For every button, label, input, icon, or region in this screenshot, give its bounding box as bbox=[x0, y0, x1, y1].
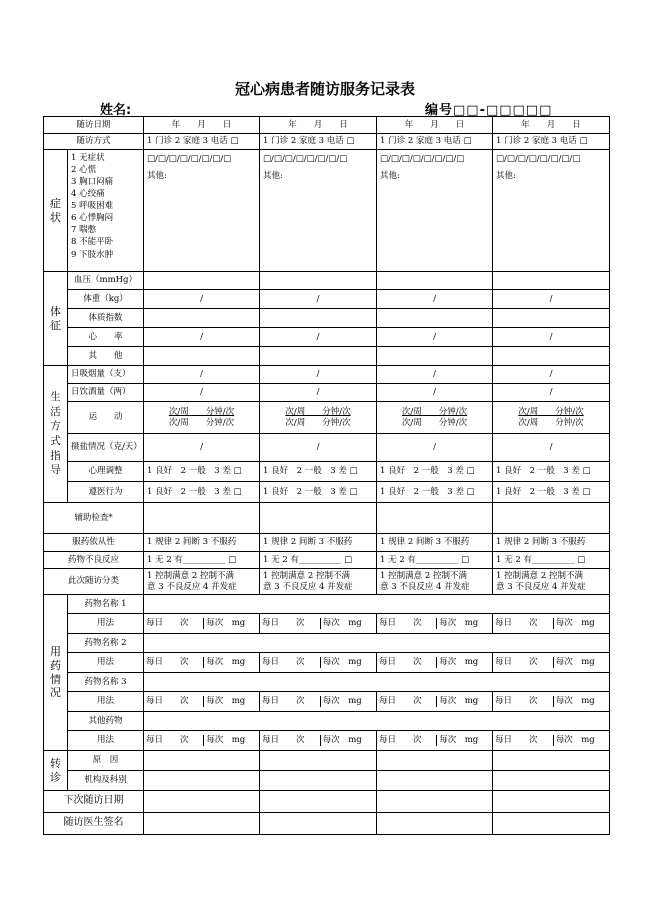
doctor-sign-cell[interactable] bbox=[493, 813, 610, 835]
referral-group-label: 转 诊 bbox=[44, 751, 68, 791]
symptoms-group-label: 症 状 bbox=[44, 150, 68, 272]
referral-dept-cell[interactable] bbox=[144, 771, 260, 791]
classification-cell[interactable] bbox=[260, 569, 377, 595]
referral-dept-cell[interactable] bbox=[493, 771, 610, 791]
row-drinking bbox=[44, 384, 610, 402]
drinking-cell[interactable]: / bbox=[144, 384, 260, 402]
drug3-label: 药物名称 3 bbox=[68, 673, 144, 692]
heart-rate-cell[interactable]: / bbox=[493, 328, 610, 347]
symptom-item: 8 不能平卧 bbox=[71, 237, 114, 248]
drug1-label: 药物名称 1 bbox=[68, 595, 144, 614]
symptom-checkboxes[interactable]: □/□/□/□/□/□/□/□ bbox=[380, 154, 465, 164]
symptom-item: 5 呼吸困难 bbox=[71, 201, 114, 212]
symptom-item: 1 无症状 bbox=[71, 153, 105, 163]
row-next-visit bbox=[44, 791, 610, 813]
vitals-other-label: 其 他 bbox=[68, 347, 144, 366]
exercise-label: 运 动 bbox=[68, 402, 144, 434]
aux-exam-cell[interactable] bbox=[260, 503, 377, 534]
comply-cell[interactable]: 1 良好 2 一般 3 差 □ bbox=[493, 482, 610, 503]
adherence-cell[interactable]: 1 规律 2 间断 3 不服药 bbox=[260, 534, 377, 552]
classification-cell[interactable] bbox=[377, 569, 493, 595]
row-drug1 bbox=[44, 595, 610, 614]
row-doctor-sign bbox=[44, 813, 610, 835]
adverse-cell[interactable]: 1 无 2 有__________ □ bbox=[144, 552, 260, 569]
per-day[interactable]: 每日 次 bbox=[495, 657, 538, 668]
row-usage3 bbox=[44, 692, 610, 712]
salt-cell[interactable]: / bbox=[260, 434, 377, 462]
symptom-other: 其他: bbox=[496, 170, 516, 181]
per-time[interactable]: 每次 mg bbox=[204, 696, 259, 707]
row-aux-exam bbox=[44, 503, 610, 534]
symptom-checkboxes[interactable]: □/□/□/□/□/□/□/□ bbox=[263, 154, 348, 164]
row-bp bbox=[44, 272, 610, 290]
row-drug2 bbox=[44, 634, 610, 653]
per-day[interactable]: 每日 次 bbox=[146, 696, 189, 707]
bmi-cell[interactable] bbox=[144, 309, 260, 328]
exercise-line: 次/周 分钟/次 bbox=[401, 406, 468, 417]
adherence-cell[interactable]: 1 规律 2 间断 3 不服药 bbox=[144, 534, 260, 552]
per-day[interactable]: 每日 次 bbox=[262, 657, 305, 668]
visit-date-cell[interactable]: 年 月 日 bbox=[144, 117, 260, 134]
exercise-line: 次/周 分钟/次 bbox=[168, 417, 235, 428]
row-adherence bbox=[44, 534, 610, 552]
per-day[interactable]: 每日 次 bbox=[379, 657, 422, 668]
row-visit-date bbox=[44, 117, 610, 134]
exercise-cell[interactable] bbox=[144, 402, 260, 434]
visit-date-cell[interactable]: 年 月 日 bbox=[493, 117, 610, 134]
referral-reason-cell[interactable] bbox=[260, 751, 377, 771]
classification-line: 1 控制满意 2 控制不满 bbox=[263, 570, 350, 581]
per-time[interactable]: 每次 mg bbox=[553, 657, 609, 668]
salt-label: 摄盐情况（克/天） bbox=[68, 434, 144, 462]
symptom-item: 2 心慌 bbox=[71, 165, 97, 176]
adverse-label: 药物不良反应 bbox=[44, 552, 144, 569]
adherence-cell[interactable]: 1 规律 2 间断 3 不服药 bbox=[493, 534, 610, 552]
exercise-cell[interactable] bbox=[377, 402, 493, 434]
heart-rate-cell[interactable]: / bbox=[377, 328, 493, 347]
per-day[interactable]: 每日 次 bbox=[262, 696, 305, 707]
bmi-label: 体质指数 bbox=[68, 309, 144, 328]
row-classification bbox=[44, 569, 610, 595]
psych-cell[interactable]: 1 良好 2 一般 3 差 □ bbox=[493, 462, 610, 482]
per-time[interactable]: 每次 mg bbox=[553, 618, 609, 629]
symptom-cell[interactable] bbox=[377, 150, 493, 272]
row-weight bbox=[44, 290, 610, 309]
visit-method-cell[interactable]: 1 门诊 2 家庭 3 电话 □ bbox=[493, 134, 610, 150]
doctor-sign-cell[interactable] bbox=[144, 813, 260, 835]
classification-line: 意 3 不良反应 4 并发症 bbox=[147, 581, 237, 592]
bp-cell[interactable] bbox=[377, 272, 493, 290]
symptom-cell[interactable] bbox=[260, 150, 377, 272]
bmi-cell[interactable] bbox=[493, 309, 610, 328]
symptom-list bbox=[68, 150, 144, 272]
row-comply bbox=[44, 482, 610, 503]
drinking-cell[interactable]: / bbox=[260, 384, 377, 402]
adherence-cell[interactable]: 1 规律 2 间断 3 不服药 bbox=[377, 534, 493, 552]
symptom-other: 其他: bbox=[263, 170, 283, 181]
classification-line: 意 3 不良反应 4 并发症 bbox=[380, 581, 470, 592]
drinking-label: 日饮酒量（两） bbox=[68, 384, 144, 402]
weight-label: 体重（kg） bbox=[68, 290, 144, 309]
referral-reason-cell[interactable] bbox=[377, 751, 493, 771]
usage-label: 用法 bbox=[68, 614, 144, 634]
smoking-cell[interactable]: / bbox=[144, 366, 260, 384]
drug1-cell[interactable] bbox=[144, 595, 610, 614]
adverse-cell[interactable]: 1 无 2 有__________ □ bbox=[377, 552, 493, 569]
row-visit-method bbox=[44, 134, 610, 150]
exercise-cell[interactable] bbox=[260, 402, 377, 434]
referral-reason-cell[interactable] bbox=[144, 751, 260, 771]
row-referral-dept bbox=[44, 771, 610, 791]
symptom-checkboxes[interactable]: □/□/□/□/□/□/□/□ bbox=[147, 154, 232, 164]
weight-cell[interactable]: / bbox=[493, 290, 610, 309]
row-adverse bbox=[44, 552, 610, 569]
per-day[interactable]: 每日 次 bbox=[379, 696, 422, 707]
bp-cell[interactable] bbox=[144, 272, 260, 290]
aux-exam-cell[interactable] bbox=[493, 503, 610, 534]
bp-label: 血压（mmHg） bbox=[68, 272, 144, 290]
row-exercise bbox=[44, 402, 610, 434]
comply-label: 遵医行为 bbox=[68, 482, 144, 503]
symptom-other: 其他: bbox=[147, 170, 167, 181]
classification-cell[interactable] bbox=[144, 569, 260, 595]
exercise-cell[interactable] bbox=[493, 402, 610, 434]
bp-cell[interactable] bbox=[493, 272, 610, 290]
visit-method-cell[interactable]: 1 门诊 2 家庭 3 电话 □ bbox=[260, 134, 377, 150]
per-time[interactable]: 每次 mg bbox=[553, 696, 609, 707]
per-day[interactable]: 每日 次 bbox=[495, 696, 538, 707]
per-time[interactable]: 每次 mg bbox=[320, 696, 376, 707]
exercise-line: 次/周 分钟/次 bbox=[168, 406, 235, 417]
row-psych bbox=[44, 462, 610, 482]
per-time[interactable]: 每次 mg bbox=[320, 735, 376, 746]
followup-table bbox=[43, 116, 610, 835]
next-visit-label: 下次随访日期 bbox=[44, 791, 144, 813]
medication-group-label: 用 药 情 况 bbox=[44, 595, 68, 751]
psych-cell[interactable]: 1 良好 2 一般 3 差 □ bbox=[144, 462, 260, 482]
drug3-cell[interactable] bbox=[144, 673, 610, 692]
weight-cell[interactable]: / bbox=[260, 290, 377, 309]
row-drug-other bbox=[44, 712, 610, 731]
visit-method-cell[interactable]: 1 门诊 2 家庭 3 电话 □ bbox=[377, 134, 493, 150]
name-label: 姓名: bbox=[100, 103, 132, 118]
referral-reason-label: 原 因 bbox=[68, 751, 144, 771]
referral-reason-cell[interactable] bbox=[493, 751, 610, 771]
per-day[interactable]: 每日 次 bbox=[146, 735, 189, 746]
adverse-cell[interactable]: 1 无 2 有__________ □ bbox=[493, 552, 610, 569]
per-time[interactable]: 每次 mg bbox=[553, 735, 609, 746]
salt-cell[interactable]: / bbox=[144, 434, 260, 462]
per-day[interactable]: 每日 次 bbox=[495, 735, 538, 746]
psych-label: 心理调整 bbox=[68, 462, 144, 482]
visit-method-label: 随访方式 bbox=[44, 134, 144, 150]
per-day[interactable]: 每日 次 bbox=[379, 618, 422, 629]
row-drug3 bbox=[44, 673, 610, 692]
doctor-sign-cell[interactable] bbox=[260, 813, 377, 835]
doctor-sign-cell[interactable] bbox=[377, 813, 493, 835]
per-day[interactable]: 每日 次 bbox=[146, 618, 189, 629]
smoking-cell[interactable]: / bbox=[493, 366, 610, 384]
exercise-line: 次/周 分钟/次 bbox=[401, 417, 468, 428]
symptom-item: 3 胸口闷痛 bbox=[71, 177, 114, 188]
classification-cell[interactable] bbox=[493, 569, 610, 595]
vitals-other-cell[interactable] bbox=[144, 347, 260, 366]
adverse-cell[interactable]: 1 无 2 有__________ □ bbox=[260, 552, 377, 569]
next-visit-cell[interactable] bbox=[260, 791, 377, 813]
weight-cell[interactable]: / bbox=[377, 290, 493, 309]
exercise-line: 次/周 分钟/次 bbox=[518, 406, 584, 417]
classification-line: 意 3 不良反应 4 并发症 bbox=[263, 581, 353, 592]
comply-cell[interactable]: 1 良好 2 一般 3 差 □ bbox=[377, 482, 493, 503]
drug-other-label: 其他药物 bbox=[68, 712, 144, 731]
per-day[interactable]: 每日 次 bbox=[379, 735, 422, 746]
usage-label: 用法 bbox=[68, 653, 144, 673]
aux-exam-cell[interactable] bbox=[377, 503, 493, 534]
classification-line: 意 3 不良反应 4 并发症 bbox=[496, 581, 586, 592]
referral-dept-label: 机构及科别 bbox=[68, 771, 144, 791]
exercise-line: 次/周 分钟/次 bbox=[285, 417, 351, 428]
usage-label: 用法 bbox=[68, 692, 144, 712]
smoking-label: 日吸烟量（支） bbox=[68, 366, 144, 384]
classification-line: 1 控制满意 2 控制不满 bbox=[147, 570, 234, 581]
row-usage4 bbox=[44, 731, 610, 751]
classification-line: 1 控制满意 2 控制不满 bbox=[380, 570, 467, 581]
psych-cell[interactable]: 1 良好 2 一般 3 差 □ bbox=[377, 462, 493, 482]
referral-dept-cell[interactable] bbox=[377, 771, 493, 791]
visit-method-cell[interactable]: 1 门诊 2 家庭 3 电话 □ bbox=[144, 134, 260, 150]
comply-cell[interactable]: 1 良好 2 一般 3 差 □ bbox=[144, 482, 260, 503]
adherence-label: 服药依从性 bbox=[44, 534, 144, 552]
per-day[interactable]: 每日 次 bbox=[146, 657, 189, 668]
per-time[interactable]: 每次 mg bbox=[437, 735, 492, 746]
vitals-group-label: 体 征 bbox=[44, 272, 68, 366]
drinking-cell[interactable]: / bbox=[493, 384, 610, 402]
vitals-other-cell[interactable] bbox=[260, 347, 377, 366]
per-day[interactable]: 每日 次 bbox=[262, 735, 305, 746]
per-day[interactable]: 每日 次 bbox=[262, 618, 305, 629]
symptom-cell[interactable] bbox=[144, 150, 260, 272]
per-time[interactable]: 每次 mg bbox=[437, 696, 492, 707]
visit-date-cell[interactable]: 年 月 日 bbox=[377, 117, 493, 134]
drug-other-cell[interactable] bbox=[144, 712, 610, 731]
usage-label: 用法 bbox=[68, 731, 144, 751]
symptom-item: 6 心悸胸闷 bbox=[71, 213, 114, 224]
next-visit-cell[interactable] bbox=[493, 791, 610, 813]
vitals-other-cell[interactable] bbox=[377, 347, 493, 366]
psych-cell[interactable]: 1 良好 2 一般 3 差 □ bbox=[260, 462, 377, 482]
doctor-sign-label: 随访医生签名 bbox=[44, 813, 144, 835]
drug2-cell[interactable] bbox=[144, 634, 610, 653]
next-visit-cell[interactable] bbox=[144, 791, 260, 813]
id-label: 编号□□-□□□□□ bbox=[425, 103, 553, 118]
per-time[interactable]: 每次 mg bbox=[204, 618, 259, 629]
vitals-other-cell[interactable] bbox=[493, 347, 610, 366]
symptom-cell[interactable] bbox=[493, 150, 610, 272]
next-visit-cell[interactable] bbox=[377, 791, 493, 813]
per-time[interactable]: 每次 mg bbox=[437, 657, 492, 668]
per-time[interactable]: 每次 mg bbox=[204, 735, 259, 746]
salt-cell[interactable]: / bbox=[493, 434, 610, 462]
bmi-cell[interactable] bbox=[260, 309, 377, 328]
row-salt bbox=[44, 434, 610, 462]
smoking-cell[interactable]: / bbox=[260, 366, 377, 384]
form-title: 冠心病患者随访服务记录表 bbox=[234, 80, 415, 98]
comply-cell[interactable]: 1 良好 2 一般 3 差 □ bbox=[260, 482, 377, 503]
row-usage1 bbox=[44, 614, 610, 634]
row-heart-rate bbox=[44, 328, 610, 347]
drinking-cell[interactable]: / bbox=[377, 384, 493, 402]
heart-rate-label: 心 率 bbox=[68, 328, 144, 347]
lifestyle-group-label: 生 活 方 式 指 导 bbox=[44, 366, 68, 503]
heart-rate-cell[interactable]: / bbox=[144, 328, 260, 347]
symptom-other: 其他: bbox=[380, 170, 400, 181]
symptom-item: 7 喘憋 bbox=[71, 225, 97, 236]
row-symptoms bbox=[44, 150, 610, 272]
row-vitals-other bbox=[44, 347, 610, 366]
per-time[interactable]: 每次 mg bbox=[437, 618, 492, 629]
symptom-item: 9 下肢水肿 bbox=[71, 249, 114, 260]
exercise-line: 次/周 分钟/次 bbox=[285, 406, 351, 417]
classification-line: 1 控制满意 2 控制不满 bbox=[496, 570, 583, 581]
bp-cell[interactable] bbox=[260, 272, 377, 290]
row-smoking bbox=[44, 366, 610, 384]
per-time[interactable]: 每次 mg bbox=[320, 618, 376, 629]
exercise-line: 次/周 分钟/次 bbox=[518, 417, 584, 428]
symptom-item: 4 心绞痛 bbox=[71, 189, 105, 200]
aux-exam-label: 辅助检查* bbox=[44, 503, 144, 534]
weight-cell[interactable]: / bbox=[144, 290, 260, 309]
referral-dept-cell[interactable] bbox=[260, 771, 377, 791]
heart-rate-cell[interactable]: / bbox=[260, 328, 377, 347]
per-time[interactable]: 每次 mg bbox=[204, 657, 259, 668]
salt-cell[interactable]: / bbox=[377, 434, 493, 462]
visit-date-cell[interactable]: 年 月 日 bbox=[260, 117, 377, 134]
aux-exam-cell[interactable] bbox=[144, 503, 260, 534]
row-usage2 bbox=[44, 653, 610, 673]
row-bmi bbox=[44, 309, 610, 328]
visit-date-label: 随访日期 bbox=[44, 117, 144, 134]
per-time[interactable]: 每次 mg bbox=[320, 657, 376, 668]
drug2-label: 药物名称 2 bbox=[68, 634, 144, 653]
classification-label: 此次随访分类 bbox=[44, 569, 144, 595]
bmi-cell[interactable] bbox=[377, 309, 493, 328]
row-referral-reason bbox=[44, 751, 610, 771]
per-day[interactable]: 每日 次 bbox=[495, 618, 538, 629]
smoking-cell[interactable]: / bbox=[377, 366, 493, 384]
symptom-checkboxes[interactable]: □/□/□/□/□/□/□/□ bbox=[496, 154, 581, 164]
